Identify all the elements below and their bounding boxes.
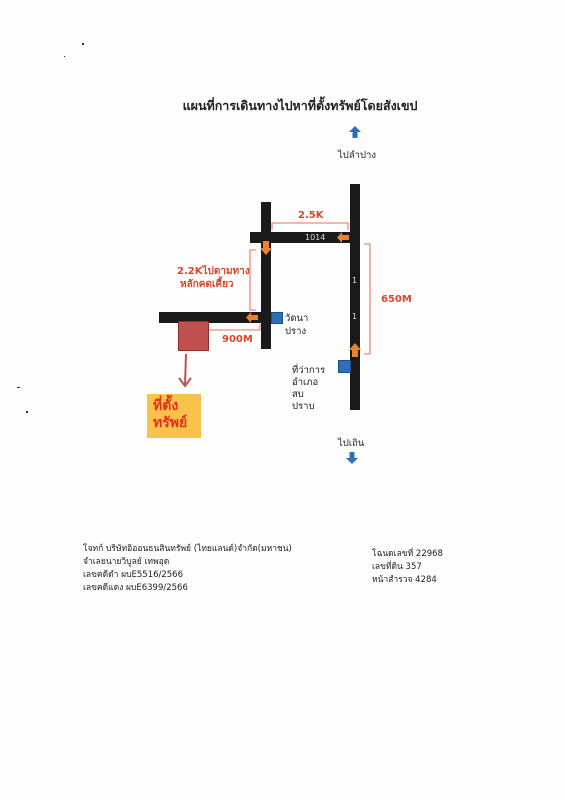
distance-right-label: 650M — [381, 294, 412, 305]
temple-label-1: วัดนา — [285, 313, 309, 324]
direction-bottom-label: ไปเถิน — [338, 438, 365, 449]
district-office-marker — [338, 360, 351, 373]
case-info — [83, 543, 292, 595]
defendant-line: จำเลยนายวิบูลย์ เทพอุด — [83, 557, 170, 567]
distance-left-label-2: หลักคดเคี้ยว — [180, 279, 234, 290]
plaintiff-line: โจทก์ บริษัทอิออนธนสินทรัพย์ (ไทยแลนด์)จำกัด(มหาชน) — [83, 544, 292, 554]
arrow-up-icon — [349, 343, 361, 357]
property-plot — [178, 321, 209, 351]
district-office-label-3: สบ — [292, 389, 304, 400]
deed-info — [372, 548, 443, 587]
distance-bottom-label: 900M — [222, 334, 253, 345]
district-office-label-1: ที่ว่าการ — [292, 365, 326, 376]
temple-marker — [271, 312, 283, 324]
temple-label-2: ปราง — [285, 326, 307, 337]
route-marker: 1 — [352, 276, 358, 285]
property-pointer-arrow-icon — [177, 353, 193, 389]
property-label-line-2: ทรัพย์ — [153, 415, 188, 431]
property-label-line-1: ที่ตั้ง — [153, 398, 179, 414]
survey-page: หน้าสำรวจ 4284 — [372, 575, 437, 585]
arrow-down-icon — [260, 241, 272, 255]
red-case-number: เลขคดีแดง ผบE6399/2566 — [83, 583, 188, 593]
property-label — [147, 394, 201, 438]
route-marker: 1 — [352, 312, 358, 321]
deed-number: โฉนดเลขที่ 22968 — [372, 549, 443, 559]
land-number: เลขที่ดิน 357 — [372, 562, 422, 572]
distance-top-label: 2.5K — [298, 210, 324, 221]
district-office-label-2: อำเภอ — [292, 377, 319, 388]
arrow-left-icon — [337, 232, 349, 243]
arrow-left-icon — [246, 312, 258, 323]
south-arrow-icon — [346, 452, 358, 464]
page-title: แผนที่การเดินทางไปหาที่ตั้งทรัพย์โดยสังเขป — [182, 98, 418, 113]
black-case-number: เลขคดีดำ ผบE5516/2566 — [83, 570, 183, 580]
district-office-label-4: ปราบ — [292, 401, 315, 412]
direction-top-label: ไปลำปาง — [338, 150, 376, 161]
distance-left-label-1: 2.2Kไปตามทาง — [177, 266, 250, 277]
road-number-label: 1014 — [305, 233, 326, 242]
